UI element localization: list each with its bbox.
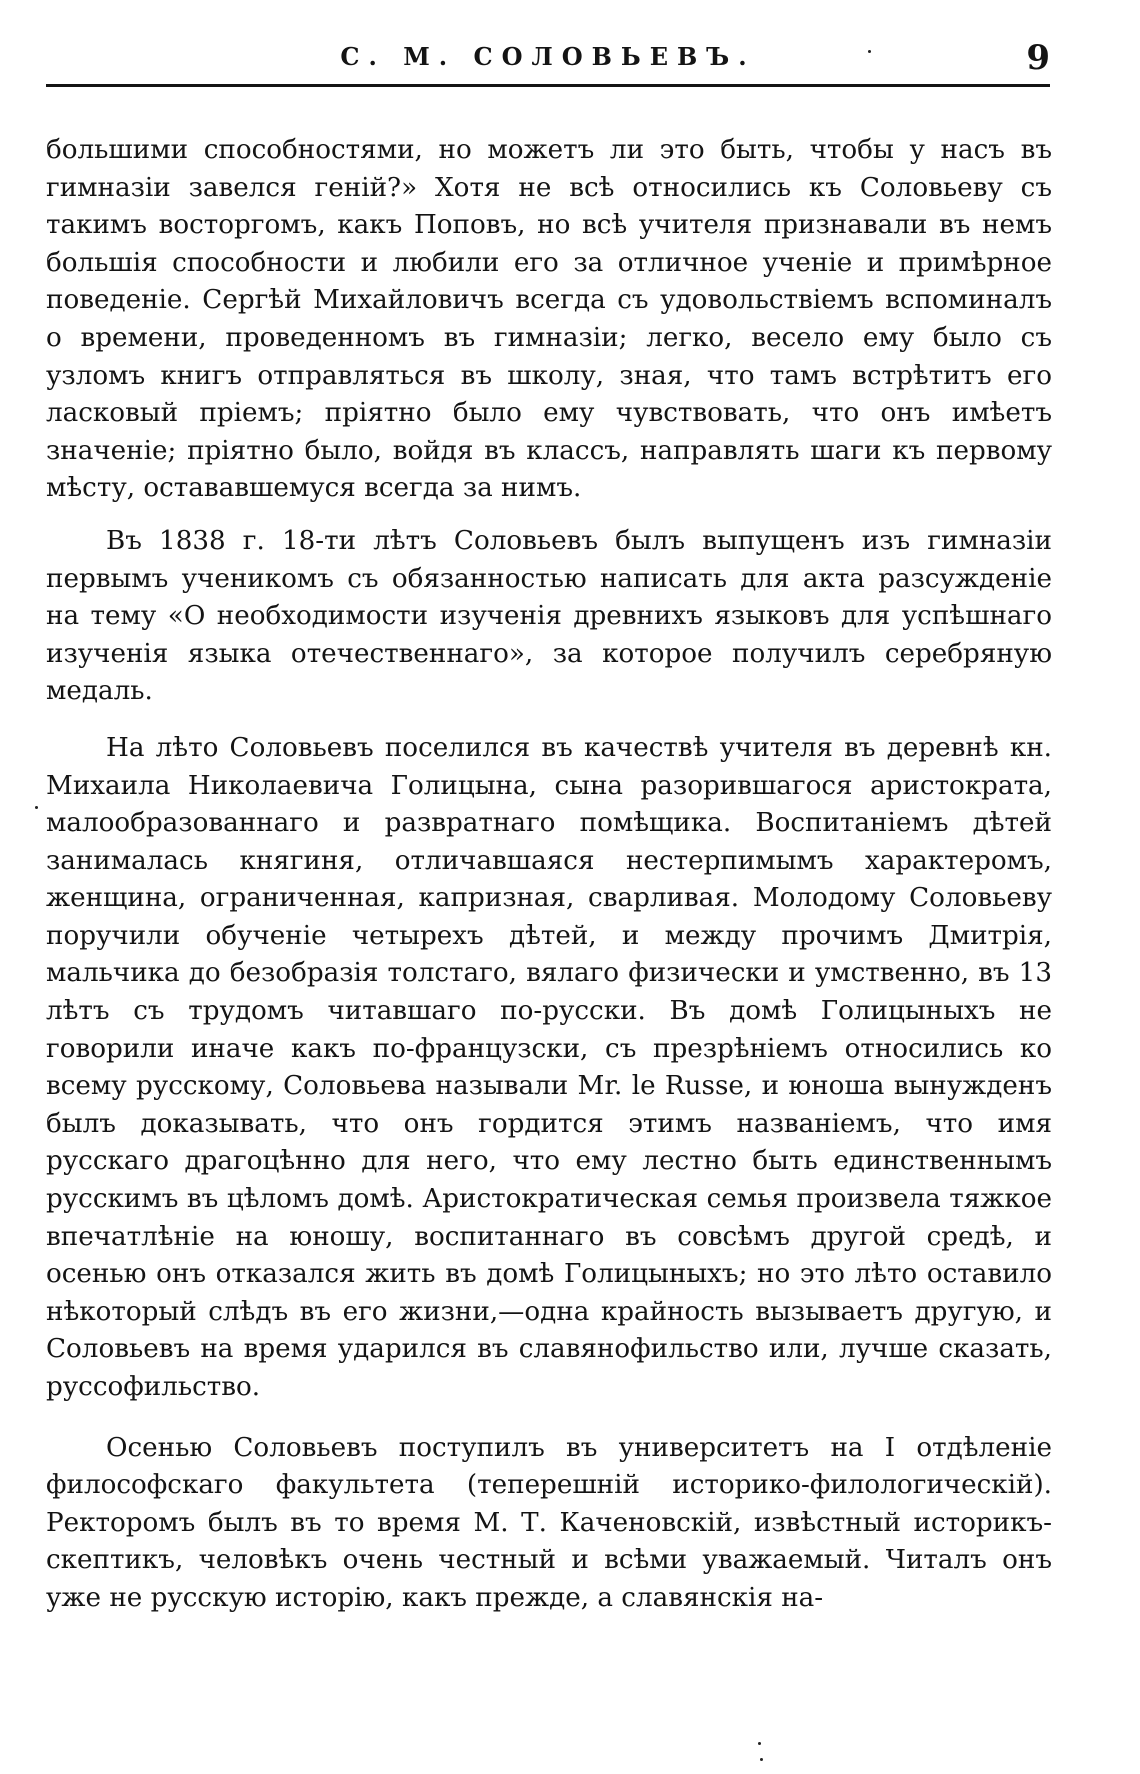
print-speck (35, 806, 38, 809)
running-head (46, 38, 1050, 82)
paragraph-2: Въ 1838 г. 18-ти лѣтъ Соловьевъ былъ выпущенъ изъ гимназіи первымъ ученикомъ съ обязанностью написать для акта разсужденіе на тему «О необходимости изученія древнихъ языковъ для успѣшнаго изученія языка отечественнаго», за которое получилъ серебряную медаль. (46, 525, 1052, 707)
paragraph-1: большими способностями, но можетъ ли это быть, чтобы у насъ въ гимназіи завелся геній?» Хотя не всѣ относились къ Соловьеву съ такимъ восторгомъ, какъ Поповъ, но всѣ учителя признавали въ немъ большія способности и любили его за отличное ученіе и примѣрное поведеніе. Сергѣй Михайловичъ всегда съ удовольствіемъ вспоминалъ о времени, проведенномъ въ гимназіи; легко, весело ему было съ узломъ книгъ отправляться въ школу, зная, что тамъ встрѣтитъ его ласковый пріемъ; пріятно было ему чувствовать, что онъ имѣетъ значеніе; пріятно было, войдя въ классъ, направлять шаги къ первому мѣсту, остававшемуся всегда за нимъ. (46, 135, 1052, 504)
header-rule (46, 84, 1050, 87)
paragraph-3: На лѣто Соловьевъ поселился въ качествѣ учителя въ деревнѣ кн. Михаила Николаевича Голицына, сына разорившагося аристократа, малообразованнаго и развратнаго помѣщика. Воспитаніемъ дѣтей занималась княгиня, отличавшаяся нестерпимымъ характеромъ, женщина, ограниченная, капризная, сварливая. Молодому Соловьеву поручили обученіе четырехъ дѣтей, и между прочимъ Дмитрія, мальчика до безобразія толстаго, вялаго физически и умственно, въ 13 лѣтъ съ трудомъ читавшаго по-русски. Въ домѣ Голицыныхъ не говорили иначе какъ по-французски, съ презрѣніемъ относились ко всему русскому, Соловьева называли Mr. le Russe, и юноша вынужденъ былъ доказывать, что онъ гордится этимъ названіемъ, что имя русскаго драгоцѣнно для него, что ему лестно быть единственнымъ русскимъ въ цѣломъ домѣ. Аристократическая семья произвела тяжкое впечатлѣніе на юношу, воспитаннаго въ совсѣмъ другой средѣ, и осенью онъ отказался жить въ домѣ Голицыныхъ; но это лѣто оставило нѣкоторый слѣдъ въ его жизни,—одна крайность вызываетъ другую, и Соловьевъ на время ударился въ славянофильство или, лучше сказать, руссофильство. (46, 732, 1052, 1402)
print-speck (760, 1758, 763, 1761)
body-text (46, 132, 1052, 1618)
running-title: С. М. СОЛОВЬЕВЪ. (340, 42, 756, 71)
page-number: 9 (1026, 38, 1050, 78)
print-speck (758, 1742, 761, 1745)
paragraph-4: Осенью Соловьевъ поступилъ въ университетъ на I отдѣленіе философскаго факультета (теперешній историко-филологическій). Ректоромъ былъ въ то время М. Т. Каченовскій, извѣстный историкъ-скептикъ, человѣкъ очень честный и всѣми уважаемый. Читалъ онъ уже не русскую исторію, какъ прежде, а славянскія на- (46, 1432, 1052, 1613)
print-speck (868, 50, 871, 53)
